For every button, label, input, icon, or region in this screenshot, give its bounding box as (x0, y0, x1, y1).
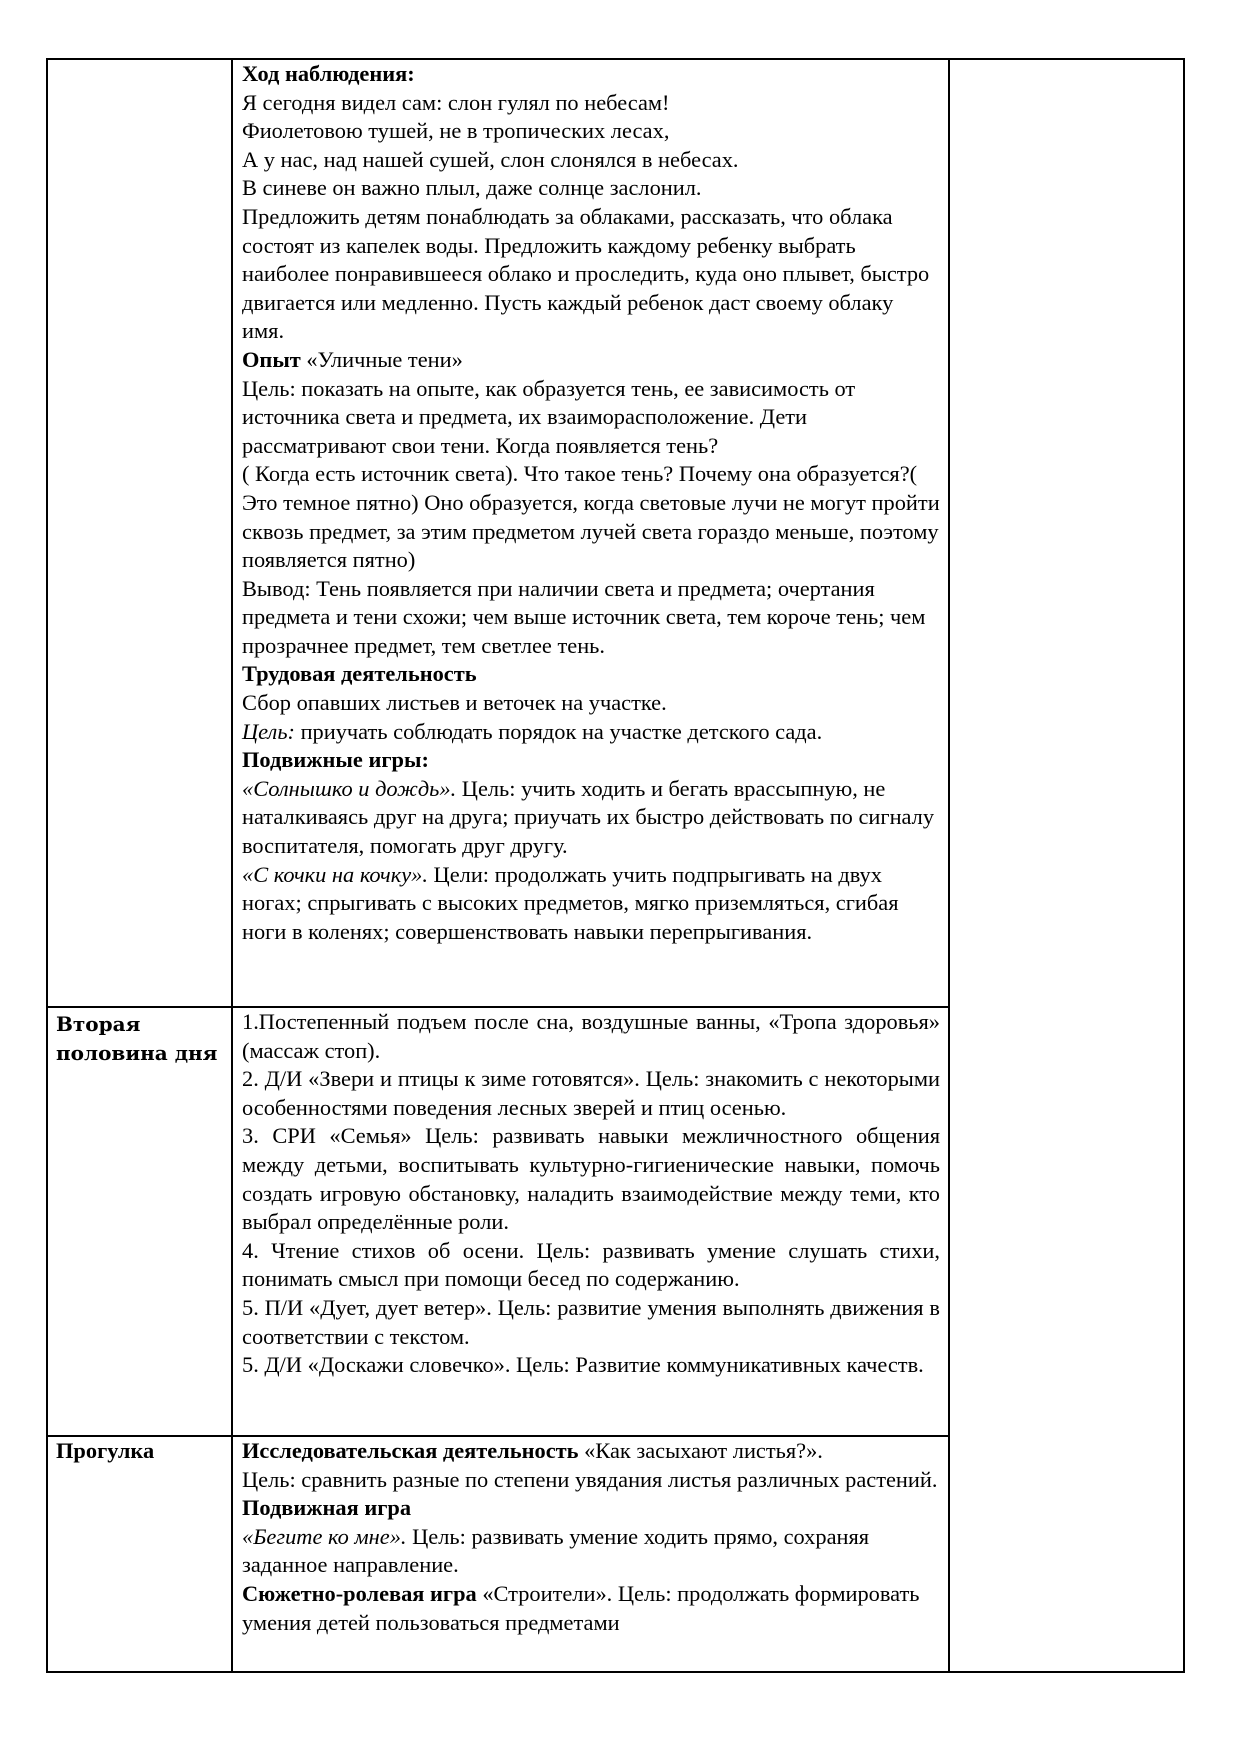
paragraph-text: «Строители». Цель: продолжать формировать умения детей пользоваться предметами (242, 1580, 920, 1635)
bold-lead: Исследовательская деятельность (242, 1438, 579, 1463)
poem-line: А у нас, над нашей сушей, слон слонялся в небесах. (242, 146, 739, 172)
afternoon-content (242, 1008, 940, 1380)
paragraph: Сбор опавших листьев и веточек на участке. (242, 690, 667, 716)
paragraph: Цель: сравнить разные по степени увядания листья различных растений. (242, 1466, 938, 1492)
row-content-cell (232, 1436, 949, 1672)
italic-lead: «С кочки на кочку». (242, 861, 428, 887)
paragraph-text: Цель: развивать умение ходить прямо, сохраняя заданное направление. (242, 1523, 870, 1578)
italic-lead: Цель: (242, 718, 295, 744)
row-label-cell (47, 59, 232, 1007)
paragraph (242, 718, 940, 747)
paragraph-text: Цели: продолжать учить подпрыгивать на двух ногах; спрыгивать с высоких предметов, мягко приземляться, сгибая ноги в коленях; совершенствовать навыки перепрыгивания. (242, 861, 899, 944)
row-label-cell (47, 1436, 232, 1672)
paragraph (242, 1580, 940, 1637)
daily-plan-table (46, 58, 1185, 1673)
paragraph-text: приучать соблюдать порядок на участке детского сада. (294, 718, 823, 744)
list-item: 1.Постепенный подъем после сна, воздушные ванны, «Тропа здоровья» (массаж стоп). (242, 1009, 940, 1063)
paragraph-text: Цель: учить ходить и бегать врассыпную, не наталкиваясь друг на друга; приучать их быстро действовать по сигналу воспитателя, помогать друг другу. (242, 775, 935, 859)
table-row (47, 59, 1184, 1007)
italic-lead: «Солнышко и дождь». (242, 775, 457, 801)
list-item: 5. Д/И «Доскажи словечко». Цель: Развитие коммуникативных качеств. (242, 1352, 924, 1378)
list-item: 3. СРИ «Семья» Цель: развивать навыки межличностного общения между детьми, воспитывать культурно-гигиенические навыки, помочь создать игровую обстановку, наладить взаимодействие между теми, кто выбрал определённые роли. (242, 1123, 940, 1235)
bold-lead: Сюжетно-ролевая игра (242, 1580, 477, 1606)
poem-line: Фиолетовою тушей, не в тропических лесах, (242, 118, 670, 144)
list-item: 5. П/И «Дует, дует ветер». Цель: развитие умения выполнять движения в соответствии с текстом. (242, 1294, 940, 1349)
list-item: 4. Чтение стихов об осени. Цель: развивать умение слушать стихи, понимать смысл при помощи бесед по содержанию. (242, 1237, 940, 1292)
poem-line: В синеве он важно плыл, даже солнце заслонил. (242, 175, 702, 201)
row-label: Вторая половина дня (56, 1012, 218, 1065)
row-label: Прогулка (56, 1438, 155, 1463)
section-heading: Подвижная игра (242, 1495, 412, 1521)
bold-lead: Опыт (242, 346, 301, 372)
italic-lead: «Бегите ко мне». (242, 1523, 407, 1549)
poem-line: Я сегодня видел сам: слон гулял по небесам! (242, 89, 670, 115)
section-heading: Трудовая деятельность (242, 661, 477, 687)
row-content-cell (232, 59, 949, 1007)
paragraph: ( Когда есть источник света). Что такое тень? Почему она образуется?( Это темное пятно) Оно образуется, когда световые лучи не могут пройти сквозь предмет, за этим предметом лучей света гораздо меньше, поэтому появляется пятно) (242, 461, 940, 573)
paragraph (242, 346, 940, 375)
row-content-cell (232, 1007, 949, 1436)
paragraph (242, 1523, 940, 1580)
paragraph (242, 775, 940, 861)
row-label-cell (47, 1007, 232, 1436)
observation-content (242, 60, 940, 946)
paragraph: Предложить детям понаблюдать за облаками, рассказать, что облака состоят из капелек воды. Предложить каждому ребенку выбрать наиболее понравившееся облако и проследить, куда оно плывет, быстро двигается или медленно. Пусть каждый ребенок даст своему облаку имя. (242, 203, 930, 344)
list-item: 2. Д/И «Звери и птицы к зиме готовятся». Цель: знакомить с некоторыми особенностями поведения лесных зверей и птиц осенью. (242, 1066, 940, 1120)
notes-cell (949, 59, 1184, 1672)
section-heading: Ход наблюдения: (242, 61, 415, 86)
paragraph-text: «Как засыхают листья?». (578, 1438, 823, 1463)
paragraph: Вывод: Тень появляется при наличии света и предмета; очертания предмета и тени схожи; чем выше источник света, тем короче тень; чем прозрачнее предмет, тем светлее тень. (242, 575, 926, 658)
paragraph: Цель: показать на опыте, как образуется тень, ее зависимость от источника света и предмета, их взаиморасположение. Дети рассматривают свои тени. Когда появляется тень? (242, 375, 856, 458)
walk-content (242, 1437, 940, 1637)
paragraph-text: «Уличные тени» (300, 346, 463, 372)
paragraph (242, 1437, 940, 1466)
paragraph (242, 861, 940, 947)
section-heading: Подвижные игры: (242, 747, 429, 773)
